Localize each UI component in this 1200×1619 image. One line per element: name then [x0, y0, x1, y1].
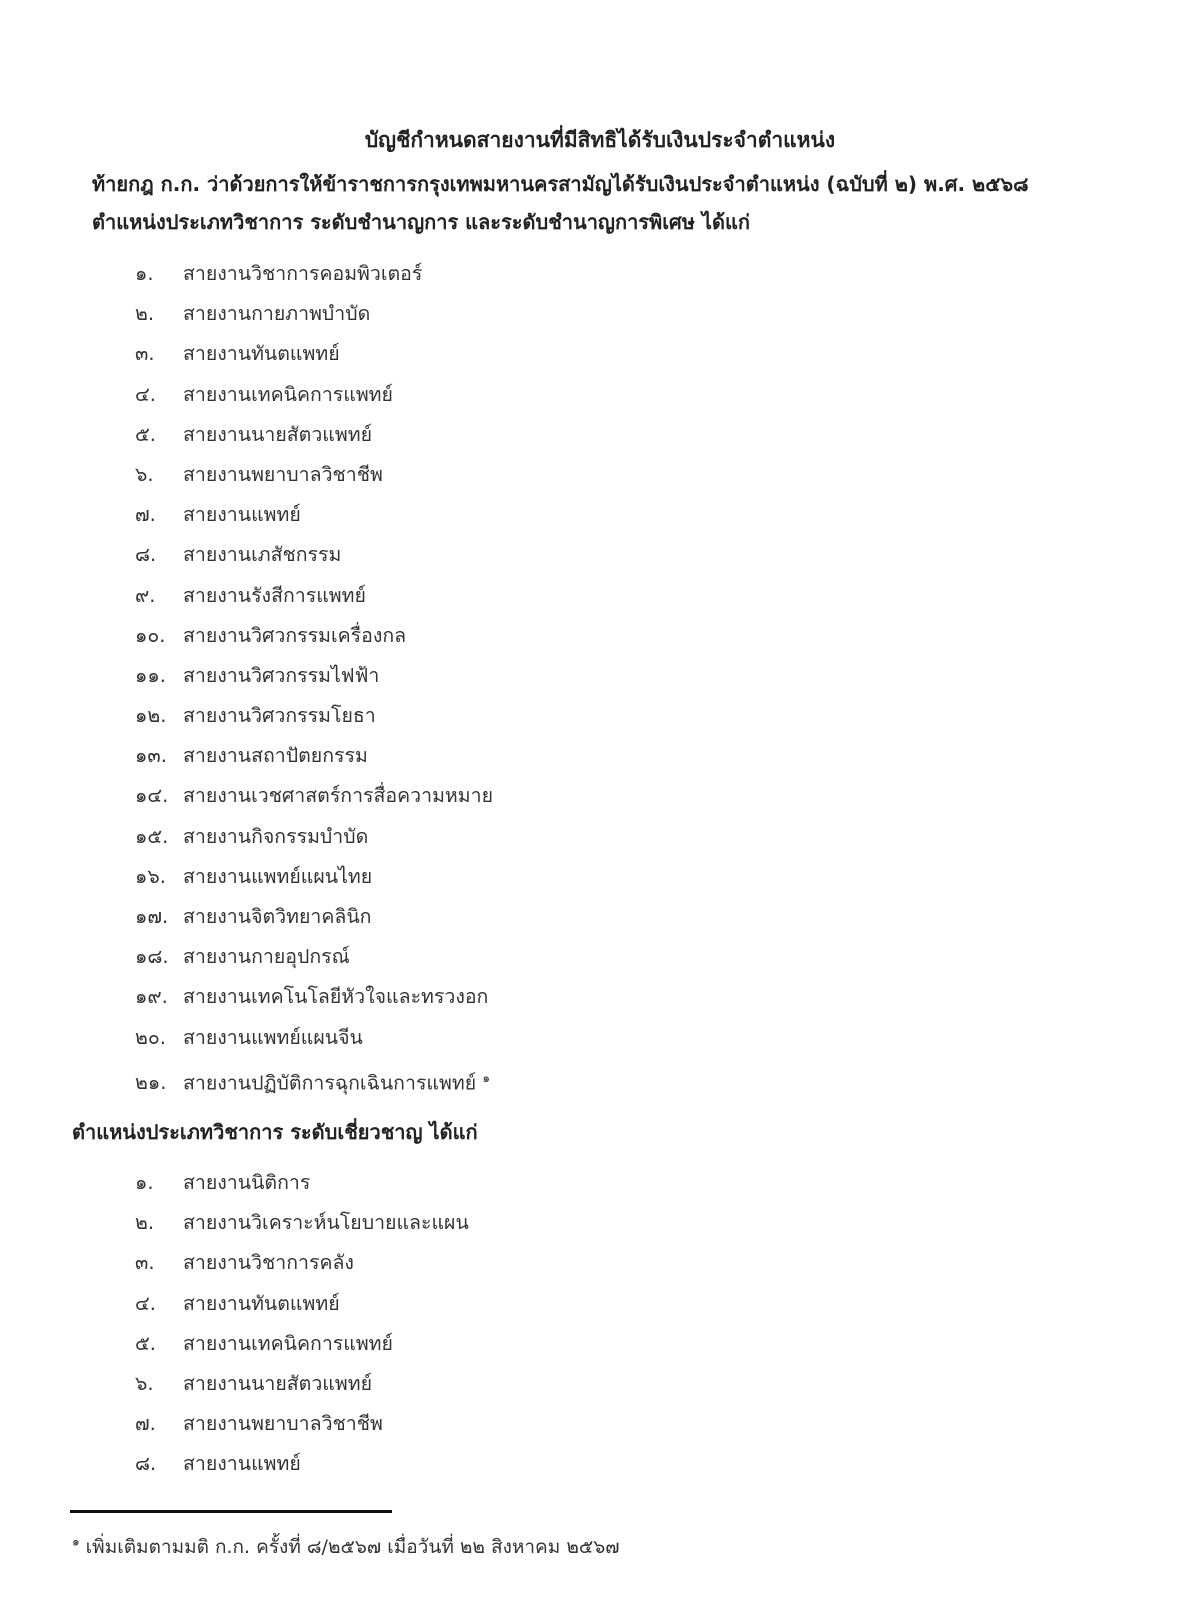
list-item — [135, 781, 493, 821]
list-item-number: ๑๐. — [135, 623, 166, 647]
list-item — [135, 420, 493, 460]
list-item-label: สายงานกิจกรรมบำบัด — [183, 824, 369, 848]
list-item-label: สายงานกายอุปกรณ์ — [183, 945, 350, 969]
list-item-label: สายงานแพทย์แผนจีน — [183, 1025, 363, 1049]
section2-list — [135, 1168, 469, 1490]
list-item-number: ๔. — [135, 1291, 156, 1315]
list-item — [135, 701, 493, 741]
list-item-number: ๗. — [135, 1412, 156, 1436]
list-item-number: ๘. — [135, 543, 157, 567]
list-item-label: สายงานแพทย์แผนไทย — [183, 864, 373, 888]
list-item-number: ๑๓. — [135, 744, 167, 768]
section1-list — [135, 259, 493, 1103]
list-item — [135, 862, 493, 902]
list-item-label: สายงานแพทย์ — [183, 503, 301, 527]
list-item-number: ๑๘. — [135, 945, 169, 969]
list-item-number: ๑. — [135, 1171, 154, 1194]
list-item — [135, 1449, 469, 1489]
list-item-label: สายงานสถาปัตยกรรม — [183, 744, 368, 768]
footnote-reference: ๑ — [482, 1070, 490, 1085]
list-item-label: สายงานเทคนิคการแพทย์ — [183, 1331, 393, 1355]
list-item-label: สายงานนายสัตวแพทย์ — [183, 1371, 373, 1395]
list-item-label: สายงานนายสัตวแพทย์ — [183, 422, 373, 446]
list-item-number: ๑๑. — [135, 663, 166, 687]
list-item-label: สายงานวิศวกรรมโยธา — [183, 704, 376, 728]
list-item-number: ๕. — [135, 422, 156, 446]
list-item — [135, 259, 493, 299]
list-item-label: สายงานวิศวกรรมเครื่องกล — [183, 623, 407, 647]
list-item-label: สายงานแพทย์ — [183, 1452, 301, 1476]
list-item-label: สายงานนิติการ — [183, 1171, 311, 1194]
list-item — [135, 822, 493, 862]
list-item — [135, 500, 493, 540]
list-item-label: สายงานวิศวกรรมไฟฟ้า — [183, 663, 380, 687]
list-item — [135, 982, 493, 1022]
section2-heading: ตำแหน่งประเภทวิชาการ ระดับเชี่ยวชาญ ได้แก่ — [72, 1120, 478, 1144]
section1-heading: ตำแหน่งประเภทวิชาการ ระดับชำนาญการ และระดับชำนาญการพิเศษ ได้แก่ — [92, 210, 750, 234]
list-item — [135, 1023, 493, 1063]
list-item — [135, 1329, 469, 1369]
list-item-number: ๖. — [135, 1371, 154, 1395]
list-item-number: ๑๗. — [135, 905, 169, 928]
list-item — [135, 339, 493, 379]
list-item-label: สายงานวิชาการคลัง — [183, 1251, 354, 1275]
list-item — [135, 540, 493, 580]
footnote-divider — [70, 1510, 392, 1513]
list-item — [135, 661, 493, 701]
list-item-label: สายงานทันตแพทย์ — [183, 342, 340, 366]
footnote-mark: ๑ — [72, 1534, 80, 1549]
list-item-number: ๒. — [135, 1211, 155, 1235]
footnote — [72, 1532, 620, 1562]
list-item-label: สายงานวิชาการคอมพิวเตอร์ — [183, 262, 423, 285]
list-item — [135, 621, 493, 661]
list-item-number: ๑๙. — [135, 985, 168, 1009]
list-item-label: สายงานเภสัชกรรม — [183, 543, 342, 567]
list-item-label: สายงานเทคนิคการแพทย์ — [183, 382, 393, 406]
list-item-label: สายงานกายภาพบำบัด — [183, 302, 371, 326]
list-item-number: ๑๖. — [135, 864, 166, 888]
footnote-text: เพิ่มเติมตามมติ ก.ก. ครั้งที่ ๘/๒๕๖๗ เมื่อวันที่ ๒๒ สิงหาคม ๒๕๖๗ — [85, 1536, 620, 1558]
list-item-number: ๙. — [135, 583, 156, 607]
list-item-number: ๓. — [135, 1251, 155, 1275]
list-item-number: ๘. — [135, 1452, 157, 1476]
list-item-number: ๒. — [135, 302, 155, 326]
list-item — [135, 1409, 469, 1449]
list-item-label: สายงานวิเคราะห์นโยบายและแผน — [183, 1211, 469, 1235]
list-item — [135, 902, 493, 942]
list-item-number: ๑๒. — [135, 704, 167, 728]
list-item-label: สายงานเวชศาสตร์การสื่อความหมาย — [183, 784, 494, 808]
list-item-number: ๔. — [135, 382, 156, 406]
list-item — [135, 581, 493, 621]
list-item — [135, 1289, 469, 1329]
list-item — [135, 1208, 469, 1248]
list-item — [135, 1063, 493, 1103]
list-item-label: สายงานปฏิบัติการฉุกเฉินการแพทย์ — [183, 1071, 477, 1095]
list-item-label: สายงานจิตวิทยาคลินิก — [183, 905, 372, 928]
list-item-label: สายงานรังสีการแพทย์ — [183, 583, 366, 607]
list-item-number: ๓. — [135, 342, 155, 366]
list-item — [135, 942, 493, 982]
list-item — [135, 1248, 469, 1288]
list-item — [135, 460, 493, 500]
document-title: บัญชีกำหนดสายงานที่มีสิทธิได้รับเงินประจำตำแหน่ง — [364, 128, 836, 152]
list-item-label: สายงานพยาบาลวิชาชีพ — [183, 1412, 383, 1436]
list-item — [135, 299, 493, 339]
list-item — [135, 380, 493, 420]
list-item — [135, 1369, 469, 1409]
list-item-label: สายงานเทคโนโลยีหัวใจและทรวงอก — [183, 985, 489, 1009]
list-item-label: สายงานพยาบาลวิชาชีพ — [183, 462, 383, 486]
list-item-label: สายงานทันตแพทย์ — [183, 1291, 340, 1315]
list-item-number: ๑๔. — [135, 784, 169, 808]
document-subtitle: ท้ายกฎ ก.ก. ว่าด้วยการให้ข้าราชการกรุงเทพมหานครสามัญได้รับเงินประจำตำแหน่ง (ฉบับที่ ๒) พ.ศ. ๒๕๖๘ — [92, 172, 1029, 196]
list-item — [135, 1168, 469, 1208]
list-item-number: ๑. — [135, 262, 154, 285]
list-item-number: ๗. — [135, 503, 156, 527]
list-item-number: ๑๕. — [135, 824, 169, 848]
list-item-number: ๕. — [135, 1331, 156, 1355]
list-item-number: ๒๐. — [135, 1025, 166, 1049]
list-item — [135, 741, 493, 781]
list-item-number: ๖. — [135, 462, 154, 486]
list-item-number: ๒๑. — [135, 1071, 167, 1095]
